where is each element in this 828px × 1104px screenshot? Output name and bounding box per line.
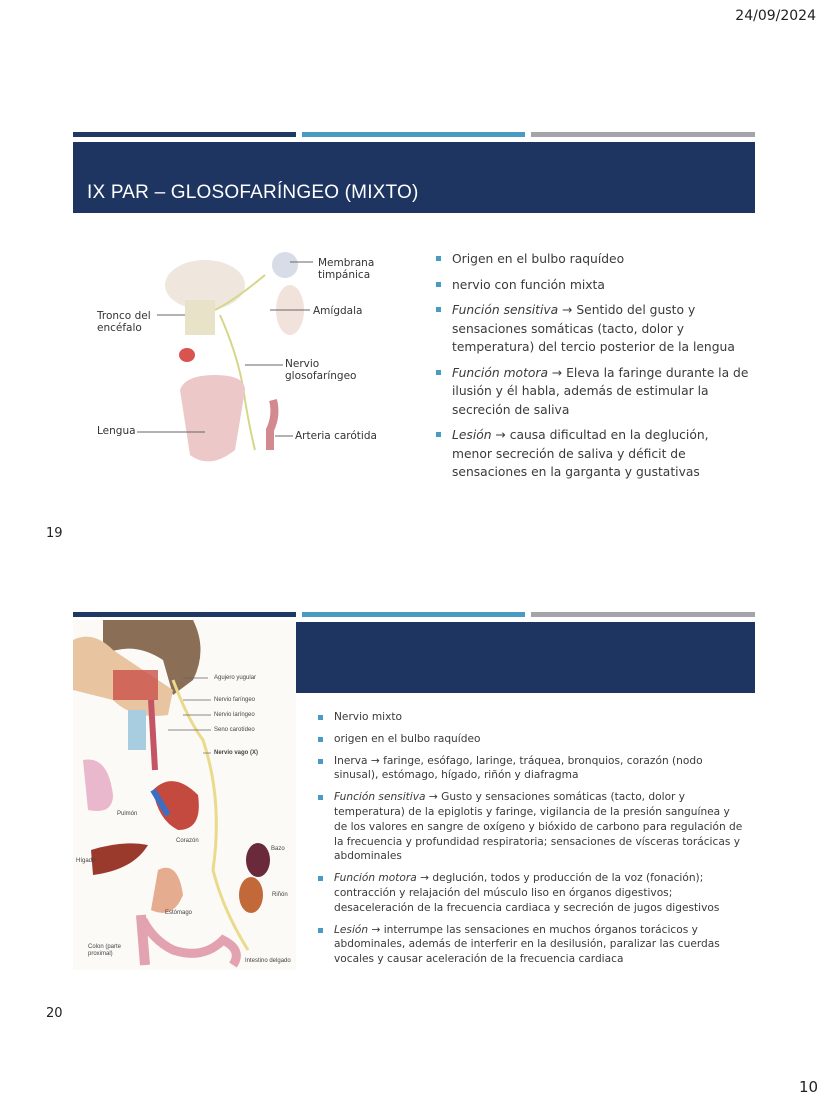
label-pulmon: Pulmón	[117, 811, 138, 817]
glossopharyngeal-nerve-illustration	[85, 240, 395, 475]
bullet-item: Función motora → Eleva la faringe durante la de ilusión y él habla, además de estimular la secreción de saliva	[452, 364, 752, 420]
slide-number: 20	[46, 1006, 63, 1021]
bullet-item: Función sensitiva → Sentido del gusto y sensaciones somáticas (tacto, dolor y temperatura) del tercio posterior de la lengua	[452, 301, 752, 357]
bullet-square-icon	[318, 876, 323, 881]
accent-stripe-navy	[73, 612, 296, 617]
label-tronco: Tronco del encéfalo	[97, 310, 151, 334]
bullet-square-icon	[318, 795, 323, 800]
vagus-nerve-illustration	[73, 620, 296, 970]
bullet-square-icon	[436, 282, 441, 287]
label-bazo: Bazo	[271, 846, 285, 852]
accent-stripe-gray	[531, 612, 755, 617]
label-nervio: Nervio glosofaríngeo	[285, 358, 357, 382]
label-corazon: Corazón	[176, 838, 199, 844]
label-seno: Seno carotídeo	[214, 727, 255, 733]
title-bar	[73, 142, 755, 213]
accent-stripe-navy	[73, 132, 296, 137]
accent-stripe-blue	[302, 132, 525, 137]
bullet-item: Nervio mixto	[334, 710, 746, 725]
label-amigdala: Amígdala	[313, 305, 363, 317]
label-higado: Hígado	[76, 858, 96, 864]
bullet-item: origen en el bulbo raquídeo	[334, 732, 746, 747]
slide-title: IX PAR – GLOSOFARÍNGEO (MIXTO)	[87, 182, 419, 203]
bullet-square-icon	[318, 715, 323, 720]
bullet-square-icon	[436, 307, 441, 312]
anatomy-drawing	[73, 620, 296, 970]
label-rinon: Riñón	[272, 892, 288, 898]
label-intestino: Intestino delgado	[245, 958, 291, 964]
bullet-square-icon	[318, 759, 323, 764]
label-vago: Nervio vago (X)	[214, 750, 259, 756]
bullet-item: Función motora → deglución, todos y producción de la voz (fonación); contracción y relajación del músculo liso en órganos digestivos; desaceleración de la frecuencia cardiaca y secreción de jugos digestivos	[334, 871, 746, 915]
bullet-list	[334, 710, 746, 974]
print-date: 24/09/2024	[735, 8, 816, 24]
page-number: 10	[799, 1078, 819, 1096]
accent-stripe-blue	[302, 612, 525, 617]
bullet-item: Función sensitiva → Gusto y sensaciones somáticas (tacto, dolor y temperatura) de la epiglotis y faringe, vigilancia de la presión sanguínea y de los valores en sangre de oxígeno y bióxido de carbono para regulación de la frecuencia y profundidad respiratoria; sensaciones de vísceras torácicas y abdominales	[334, 790, 746, 864]
label-estomago: Estómago	[165, 910, 193, 916]
label-faringeo: Nervio faríngeo	[214, 697, 256, 703]
label-agujero: Agujero yugular	[214, 675, 257, 681]
bullet-list	[452, 250, 752, 489]
bullet-square-icon	[318, 737, 323, 742]
bullet-item: Lesión → causa dificultad en la deglución, menor secreción de saliva y déficit de sensaciones en la garganta y gustativas	[452, 426, 752, 482]
label-lengua: Lengua	[97, 425, 136, 437]
bullet-item: Lesión → interrumpe las sensaciones en muchos órganos torácicos y abdominales, además de interferir en la desilusión, paralizar las cuerdas vocales y causar aceleración de la frecuencia cardiaca	[334, 923, 746, 967]
slide-number: 19	[46, 526, 63, 541]
bullet-square-icon	[436, 256, 441, 261]
bullet-item: Inerva → faringe, esófago, laringe, tráquea, bronquios, corazón (nodo sinusal), estómago, hígado, riñón y diafragma	[334, 754, 746, 784]
bullet-item: nervio con función mixta	[452, 276, 752, 295]
bullet-item: Origen en el bulbo raquídeo	[452, 250, 752, 269]
label-membrana: Membrana timpánica	[318, 257, 375, 281]
label-laringeo: Nervio laríngeo	[214, 712, 255, 718]
bullet-square-icon	[318, 928, 323, 933]
bullet-square-icon	[436, 370, 441, 375]
bullet-square-icon	[436, 432, 441, 437]
label-arteria: Arteria carótida	[295, 430, 377, 442]
label-colon: Colon (parte proximal)	[88, 944, 122, 957]
accent-stripe-gray	[531, 132, 755, 137]
